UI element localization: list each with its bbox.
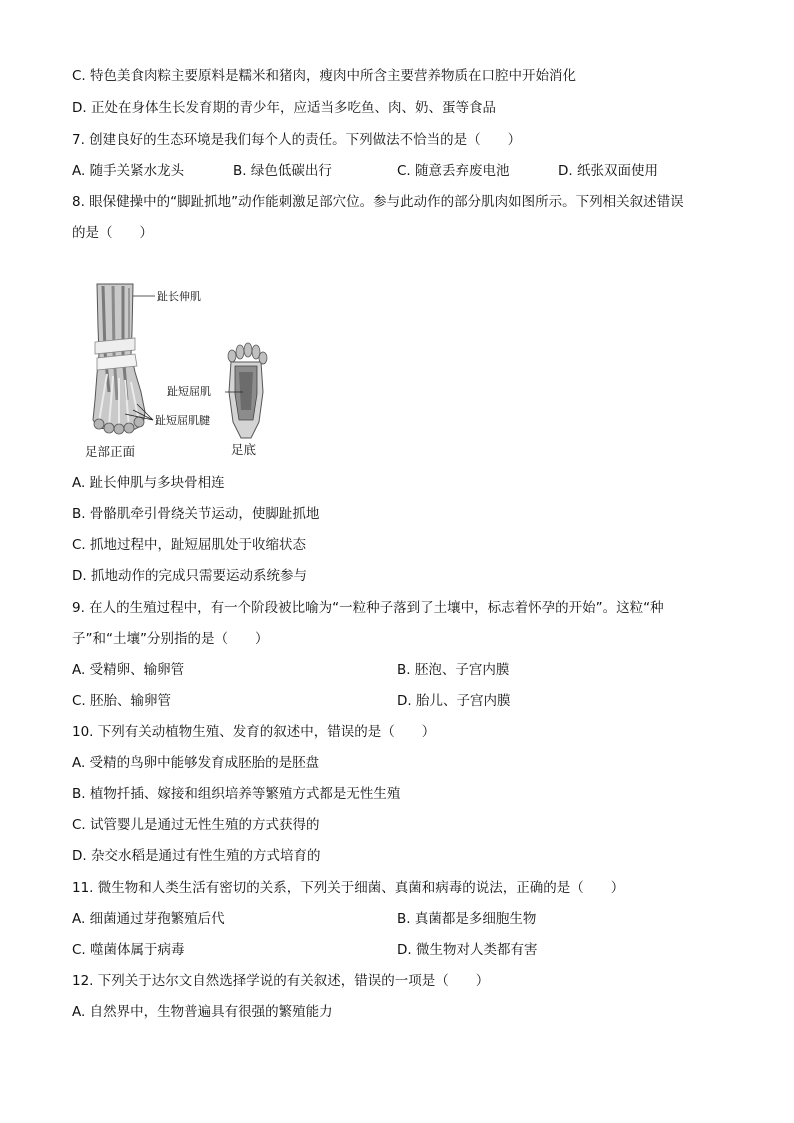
question-9-line2: 子”和“土壤”分别指的是（ ） [72,631,269,647]
q8-option-a: A. 趾长伸肌与多块骨相连 [72,475,225,491]
question-10: 10. 下列有关动植物生殖、发育的叙述中，错误的是（ ） [72,724,436,740]
question-9-line1: 9. 在人的生殖过程中，有一个阶段被比喻为“一粒种子落到了土壤中，标志着怀孕的开始”。这粒“种 [72,600,664,616]
q10-option-d: D. 杂交水稻是通过有性生殖的方式培育的 [72,848,321,864]
q7-option-b: B. 绿色低碳出行 [233,163,332,179]
q10-option-a: A. 受精的鸟卵中能够发育成胚胎的是胚盘 [72,755,320,771]
foot-sole-view [228,343,267,438]
caption-foot-front: 足部正面 [85,444,136,459]
question-12: 12. 下列关于达尔文自然选择学说的有关叙述，错误的一项是（ ） [72,973,490,989]
q7-option-c: C. 随意丢弃废电池 [397,163,510,179]
label-flexor-digitorum-brevis: 趾短屈肌 [167,385,211,398]
foot-front-view [93,284,145,434]
question-7: 7. 创建良好的生态环境是我们每个人的责任。下列做法不恰当的是（ ） [72,132,522,148]
q9-option-b: B. 胚泡、子宫内膜 [397,662,510,678]
q10-option-c: C. 试管婴儿是通过无性生殖的方式获得的 [72,817,320,833]
question-8-line1: 8. 眼保健操中的“脚趾抓地”动作能刺激足部穴位。参与此动作的部分肌肉如图所示。下列相关叙述错误 [72,194,684,210]
label-extensor-digitorum-longus: 趾长伸肌 [157,290,201,303]
q8-option-c: C. 抓地过程中，趾短屈肌处于收缩状态 [72,537,307,553]
question-11: 11. 微生物和人类生活有密切的关系，下列关于细菌、真菌和病毒的说法，正确的是（ ） [72,880,625,896]
label-flexor-tendon: 趾短屈肌腱 [155,414,210,427]
q11-option-b: B. 真菌都是多细胞生物 [397,911,537,927]
foot-illustration [85,282,285,462]
q11-option-d: D. 微生物对人类都有害 [397,942,538,958]
q10-option-b: B. 植物扦插、嫁接和组织培养等繁殖方式都是无性生殖 [72,786,401,802]
q12-option-a: A. 自然界中，生物普遍具有很强的繁殖能力 [72,1004,333,1020]
q6-option-c: C. 特色美食肉粽主要原料是糯米和猪肉，瘦肉中所含主要营养物质在口腔中开始消化 [72,68,577,84]
q8-option-d: D. 抓地动作的完成只需要运动系统参与 [72,568,307,584]
caption-foot-sole: 足底 [231,442,257,457]
q8-option-b: B. 骨骼肌牵引骨绕关节运动，使脚趾抓地 [72,506,320,522]
q7-option-a: A. 随手关紧水龙头 [72,163,185,179]
q7-option-d: D. 纸张双面使用 [558,163,658,179]
q6-option-d: D. 正处在身体生长发育期的青少年，应适当多吃鱼、肉、奶、蛋等食品 [72,100,496,116]
q9-option-d: D. 胎儿、子宫内膜 [397,693,511,709]
foot-muscle-figure [85,282,285,462]
q9-option-a: A. 受精卵、输卵管 [72,662,185,678]
q9-option-c: C. 胚胎、输卵管 [72,693,172,709]
q11-option-a: A. 细菌通过芽孢繁殖后代 [72,911,225,927]
q11-option-c: C. 噬菌体属于病毒 [72,942,185,958]
question-8-line2: 的是（ ） [72,225,153,241]
